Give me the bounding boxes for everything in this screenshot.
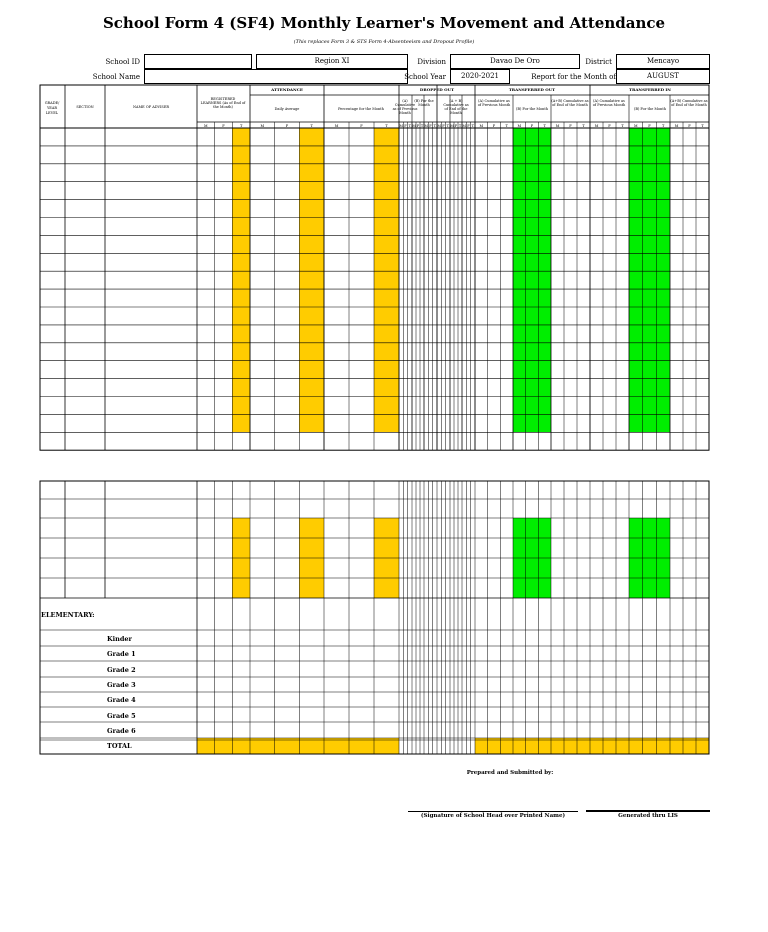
svg-text:(A) Cumulative as: (A) Cumulative as <box>478 99 510 103</box>
svg-text:M: M <box>450 124 454 128</box>
total-highlight <box>551 738 590 754</box>
svg-text:of Previous Month: of Previous Month <box>477 103 511 107</box>
report-month-label: Report for the Month of <box>531 73 616 81</box>
svg-text:F: F <box>429 124 432 128</box>
grade-label: Grade 2 <box>107 665 136 674</box>
yellow-highlight <box>299 128 324 432</box>
svg-text:M: M <box>412 124 416 128</box>
svg-text:M: M <box>555 124 560 128</box>
svg-text:F: F <box>442 124 445 128</box>
svg-text:M: M <box>674 124 679 128</box>
green-highlight <box>513 128 551 432</box>
svg-text:of End of the Month: of End of the Month <box>552 103 588 107</box>
svg-text:T: T <box>433 124 437 128</box>
svg-text:M: M <box>479 124 484 128</box>
svg-text:F: F <box>360 124 363 128</box>
svg-text:T: T <box>471 124 475 128</box>
svg-text:Cumulative as: Cumulative as <box>443 103 469 107</box>
district-field[interactable]: Mencayo <box>616 54 710 69</box>
svg-text:M: M <box>334 124 339 128</box>
generated-label: Generated thru LIS <box>618 813 678 819</box>
report-month-field[interactable]: AUGUST <box>616 69 710 84</box>
svg-text:(A+B) Cumulative as: (A+B) Cumulative as <box>551 99 589 103</box>
svg-text:T: T <box>505 124 508 128</box>
school-id-label: School ID <box>105 58 140 66</box>
svg-text:F: F <box>285 124 289 128</box>
green-highlight <box>629 128 670 432</box>
svg-text:M: M <box>462 124 466 128</box>
svg-text:T: T <box>446 124 450 128</box>
svg-text:of End of the: of End of the <box>444 107 468 111</box>
svg-text:T: T <box>385 124 388 128</box>
grade-label: Grade 4 <box>107 696 136 705</box>
svg-text:F: F <box>404 124 407 128</box>
svg-text:T: T <box>701 124 704 128</box>
generated-line <box>586 810 710 812</box>
svg-text:Month: Month <box>399 111 411 115</box>
svg-text:M: M <box>260 124 265 128</box>
attendance-header: ATTENDANCE <box>271 87 303 92</box>
svg-text:Cumulative: Cumulative <box>394 103 416 107</box>
tout-for-month-header: (B) For the Month <box>516 107 548 111</box>
svg-text:LEVEL: LEVEL <box>45 111 59 115</box>
total-highlight <box>513 738 551 754</box>
grade-label: Grade 3 <box>107 680 136 689</box>
svg-text:(A): (A) <box>402 99 408 103</box>
percentage-header: Percentage for the Month <box>338 107 384 111</box>
total-highlight <box>324 738 399 754</box>
tin-for-month-header: (B) For the Month <box>634 107 666 111</box>
svg-text:F: F <box>688 124 691 128</box>
signature-line <box>408 811 578 812</box>
svg-text:of Previous Month: of Previous Month <box>592 103 626 107</box>
dropped-out-header: DROPPED OUT <box>419 87 455 92</box>
school-year-label: School Year <box>404 73 446 81</box>
svg-text:F: F <box>648 124 651 128</box>
svg-text:T: T <box>621 124 624 128</box>
grade-label: Grade 5 <box>107 711 136 720</box>
svg-text:as of Previous: as of Previous <box>392 107 418 111</box>
total-label: TOTAL <box>107 742 132 751</box>
district-label: District <box>585 58 612 66</box>
region-field[interactable]: Region XI <box>256 54 408 69</box>
daily-average-header: Daily Average <box>274 107 300 111</box>
svg-text:F: F <box>454 124 458 128</box>
section-header: SECTION <box>76 105 94 109</box>
grade-label: Grade 1 <box>107 650 136 659</box>
svg-text:M: M <box>634 124 638 128</box>
division-label: Division <box>417 58 446 66</box>
signature-label: (Signature of School Head over Printed Name) <box>420 813 566 819</box>
svg-text:F: F <box>467 124 470 128</box>
svg-text:LEARNERS (As of End of: LEARNERS (As of End of <box>200 101 246 105</box>
grade-label: Grade 6 <box>107 726 136 735</box>
transferred-out-header: TRANSFERRED OUT <box>508 87 556 92</box>
grade-level-header: GRADE/ <box>44 101 60 105</box>
svg-text:M: M <box>517 124 522 128</box>
svg-text:Month: Month <box>450 111 462 115</box>
svg-text:F: F <box>569 124 572 128</box>
svg-text:(A) Cumulative as: (A) Cumulative as <box>593 99 625 103</box>
svg-text:of End of the Month: of End of the Month <box>671 103 707 107</box>
total-highlight <box>629 738 670 754</box>
transferred-in-header: TRANSFERRED IN <box>629 87 671 92</box>
svg-text:F: F <box>608 124 611 128</box>
svg-text:F: F <box>416 124 420 128</box>
svg-text:the Month): the Month) <box>213 105 233 109</box>
svg-text:T: T <box>582 124 585 128</box>
svg-text:T: T <box>310 124 313 128</box>
svg-text:T: T <box>239 124 243 128</box>
total-highlight <box>670 738 709 754</box>
registered-header: REGISTERED <box>210 97 236 101</box>
svg-text:YEAR: YEAR <box>46 106 58 110</box>
yellow-highlight <box>232 128 250 432</box>
svg-text:T: T <box>408 124 412 128</box>
svg-text:M: M <box>424 124 428 128</box>
school-name-label: School Name <box>92 73 140 81</box>
svg-text:T: T <box>543 124 546 128</box>
yellow-highlight <box>374 128 399 432</box>
division-field[interactable]: Davao De Oro <box>450 54 580 69</box>
school-year-field[interactable]: 2020-2021 <box>450 69 510 84</box>
adviser-header: NAME OF ADVISER <box>132 105 170 109</box>
svg-text:(A + B): (A + B) <box>449 99 463 103</box>
svg-text:F: F <box>492 124 496 128</box>
form-subtitle: (This replaces Form 3 & STS Form 4-Absenteeism and Dropout Profile) <box>293 39 475 45</box>
total-highlight <box>197 738 250 754</box>
svg-text:Month: Month <box>418 103 430 107</box>
svg-text:T: T <box>420 124 424 128</box>
svg-text:M: M <box>399 124 403 128</box>
form-title: School Form 4 (SF4) Monthly Learner's Movement and Attendance <box>102 14 666 32</box>
svg-text:(B) For the: (B) For the <box>414 99 434 103</box>
svg-text:F: F <box>222 124 225 128</box>
svg-text:M: M <box>204 124 208 128</box>
svg-text:M: M <box>437 124 441 128</box>
total-highlight <box>475 738 513 754</box>
total-highlight <box>590 738 629 754</box>
svg-text:T: T <box>458 124 462 128</box>
grade-label: Kinder <box>107 635 132 643</box>
svg-text:F: F <box>530 124 534 128</box>
svg-text:(A+B) Cumulative as: (A+B) Cumulative as <box>670 99 708 103</box>
elementary-label: ELEMENTARY: <box>41 611 95 619</box>
prepared-by-label: Prepared and Submitted by: <box>466 770 554 776</box>
svg-text:M: M <box>594 124 599 128</box>
total-highlight <box>250 738 324 754</box>
svg-text:T: T <box>661 124 665 128</box>
